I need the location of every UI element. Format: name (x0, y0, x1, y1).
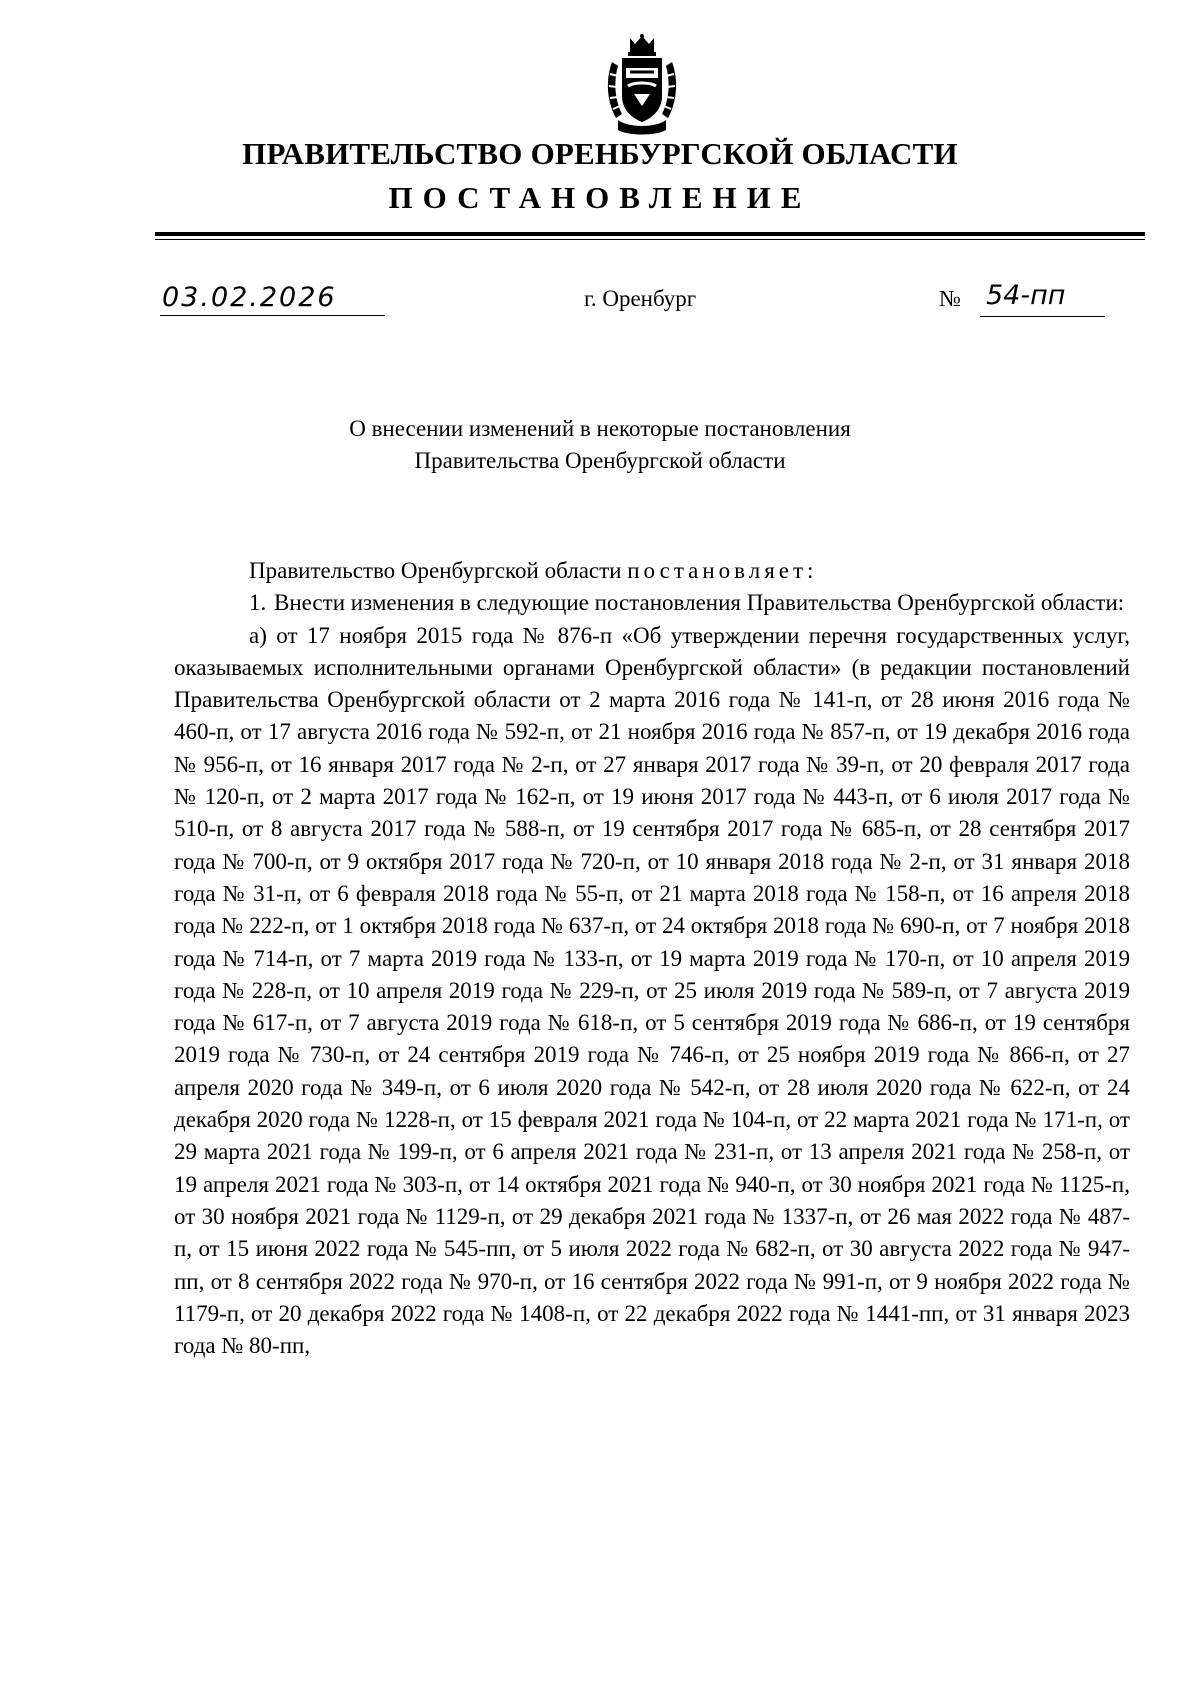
number-sign: № (939, 286, 961, 311)
header-divider-thick (155, 232, 1145, 236)
intro-resolves: постановляет: (627, 558, 818, 583)
item-1-paragraph (174, 587, 1130, 619)
document-title (0, 413, 1200, 477)
intro-prefix: Правительство Оренбургской области (249, 558, 622, 583)
coat-of-arms-emblem (604, 34, 680, 136)
item-a-paragraph (174, 620, 1130, 1363)
item-a-text: от 17 ноября 2015 года № 876-п «Об утверждении перечня государственных услуг, оказываемых исполнительными органами Оренбургской области» (в редакции постановлений Правительства Оренбургской области от 2 марта 2016 года № 141-п, от 28 июня 2016 года № 460-п, от 17 августа 2016 года № 592-п, от 21 ноября 2016 года № 857-п, от 19 декабря 2016 года № 956-п, от 16 января 2017 года № 2-п, от 27 января 2017 года № 39-п, от 20 февраля 2017 года № 120-п, от 2 марта 2017 года № 162-п, от 19 июня 2017 года № 443-п, от 6 июля 2017 года № 510-п, от 8 августа 2017 года № 588-п, от 19 сентября 2017 года № 685-п, от 28 сентября 2017 года № 700-п, от 9 октября 2017 года № 720-п, от 10 января 2018 года № 2-п, от 31 января 2018 года № 31-п, от 6 февраля 2018 года № 55-п, от 21 марта 2018 года № 158-п, от 16 апреля 2018 года № 222-п, от 1 октября 2018 года № 637-п, от 24 октября 2018 года № 690-п, от 7 ноября 2018 года № 714-п, от 7 марта 2019 года № 133-п, от 19 марта 2019 года № 170-п, от 10 апреля 2019 года № 228-п, от 10 апреля 2019 года № 229-п, от 25 июля 2019 года № 589-п, от 7 августа 2019 года № 617-п, от 7 августа 2019 года № 618-п, от 5 сентября 2019 года № 686-п, от 19 сентября 2019 года № 730-п, от 24 сентября 2019 года № 746-п, от 25 ноября 2019 года № 866-п, от 27 апреля 2020 года № 349-п, от 6 июля 2020 года № 542-п, от 28 июля 2020 года № 622-п, от 24 декабря 2020 года № 1228-п, от 15 февраля 2021 года № 104-п, от 22 марта 2021 года № 171-п, от 29 марта 2021 года № 199-п, от 6 апреля 2021 года № 231-п, от 13 апреля 2021 года № 258-п, от 19 апреля 2021 года № 303-п, от 14 октября 2021 года № 940-п, от 30 ноября 2021 года № 1125-п, от 30 ноября 2021 года № 1129-п, от 29 декабря 2021 года № 1337-п, от 26 мая 2022 года № 487-п, от 15 июня 2022 года № 545-пп, от 5 июля 2022 года № 682-п, от 30 августа 2022 года № 947-пп, от 8 сентября 2022 года № 970-п, от 16 сентября 2022 года № 991-п, от 9 ноября 2022 года № 1179-п, от 20 декабря 2022 года № 1408-п, от 22 декабря 2022 года № 1441-пп, от 31 января 2023 года № 80-пп, (174, 622, 1131, 1359)
title-line-1: О внесении изменений в некоторые постановления (349, 416, 851, 441)
document-city: г. Оренбург (584, 286, 697, 311)
document-body (174, 555, 1130, 1362)
item-1-number: 1. (249, 590, 267, 616)
date-underline (160, 315, 385, 316)
title-line-2: Правительства Оренбургской области (414, 448, 786, 473)
document-type: ПОСТАНОВЛЕНИЕ (388, 180, 812, 215)
document-date: 03.02.2026 (162, 282, 337, 313)
item-1-text: Внести изменения в следующие постановления Правительства Оренбургской области: (274, 590, 1125, 616)
header-divider-thin (155, 239, 1145, 240)
item-a-number: а) (249, 622, 267, 648)
document-number: 54-пп (986, 280, 1066, 311)
number-underline (980, 316, 1105, 317)
intro-paragraph (174, 555, 1130, 587)
organization-name: ПРАВИТЕЛЬСТВО ОРЕНБУРГСКОЙ ОБЛАСТИ (242, 136, 958, 171)
